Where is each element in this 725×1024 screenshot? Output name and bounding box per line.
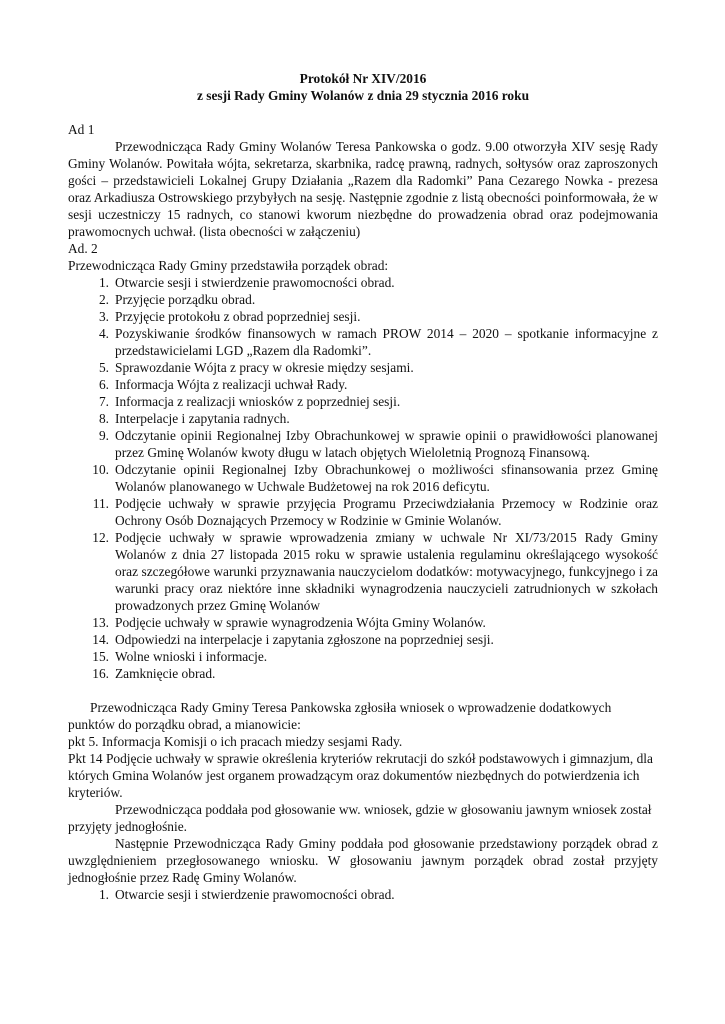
item-text: Odpowiedzi na interpelacje i zapytania zgłoszone na poprzedniej sesji. [115,632,494,647]
item-number: 1. [98,275,109,290]
agenda-item [68,325,658,359]
agenda-item [68,614,658,631]
agenda-item [68,495,658,529]
item-text: Odczytanie opinii Regionalnej Izby Obrachunkowej w sprawie opinii o prawidłowości planowanej przez Gminę Wolanów kwoty długu w latach objętych Wieloletnią Prognozą Finansową. [115,428,658,460]
item-text: Odczytanie opinii Regionalnej Izby Obrachunkowej o możliwości sfinansowania przez Gminę Wolanów planowanego w Uchwale Budżetowej na rok 2016 deficytu. [115,462,658,494]
item-number: 9. [98,428,109,443]
ad1-paragraph: Przewodnicząca Rady Gminy Wolanów Teresa Pankowska o godz. 9.00 otworzyła XIV sesję Rady Gminy Wolanów. Powitała wójta, sekretarza, skarbnika, radcę prawną, radnych, sołtysów oraz zaproszonych gości – przedstawicieli Lokalnej Grupy Działania „Razem dla Radomki” Pana Cezarego Nowka - prezesa oraz Arkadiusza Ostrowskiego przybyłych na sesję. Następnie zgodnie z listą obecności poinformowała, że w sesji uczestniczy 15 radnych, co stanowi kworum niezbędne do prowadzenia obrad oraz podejmowania prawomocnych uchwał. (lista obecności w załączeniu) [68,139,658,239]
ad2-intro: Przewodnicząca Rady Gminy przedstawiła porządek obrad: [68,258,389,273]
document-page [68,70,658,903]
agenda-item [68,274,658,291]
item-text: Sprawozdanie Wójta z pracy w okresie między sesjami. [115,360,414,375]
agenda-item [68,359,658,376]
item-text: Podjęcie uchwały w sprawie wprowadzenia zmiany w uchwale Nr XI/73/2015 Rady Gminy Wolanów z dnia 27 listopada 2015 roku w sprawie ustalenia regulaminu określającego wysokość oraz szczegółowe warunki przyznawania nauczycielom dodatków: motywacyjnego, funkcyjnego i za warunki pracy oraz niektóre inne składniki wynagrodzenia nauczycieli zatrudnionych w szkołach prowadzonych przez Gminę Wolanów [115,530,658,613]
item-text: Wolne wnioski i informacje. [115,649,268,664]
item-number: 10. [92,462,109,477]
item-number: 6. [98,377,109,392]
item-number: 1. [98,887,109,902]
agenda-item [68,410,658,427]
agenda-vote-paragraph: Następnie Przewodnicząca Rady Gminy poddała pod głosowanie przedstawiony porządek obrad z uwzględnieniem przegłosowanego wniosku. W głosowaniu jawnym porządek obrad został przyjęty jednogłośnie przez Radę Gminy Wolanów. [68,836,658,885]
item-number: 13. [92,615,109,630]
item-text: Otwarcie sesji i stwierdzenie prawomocności obrad. [115,887,395,902]
agenda-item [68,648,658,665]
agenda-item [68,631,658,648]
item-number: 16. [92,666,109,681]
item-number: 8. [98,411,109,426]
spacer [68,682,658,699]
item-text: Podjęcie uchwały w sprawie przyjęcia Programu Przeciwdziałania Przemocy w Rodzinie oraz Ochrony Osób Doznających Przemocy w Rodzinie w Gminie Wolanów. [115,496,658,528]
agenda-item [68,393,658,410]
item-text: Informacja Wójta z realizacji uchwał Rady. [115,377,348,392]
item-text: Podjęcie uchwały w sprawie wynagrodzenia Wójta Gminy Wolanów. [115,615,486,630]
agenda-item [68,461,658,495]
agenda-list [68,274,658,682]
agenda-item [68,291,658,308]
vote-paragraph: Przewodnicząca poddała pod głosowanie ww. wniosek, gdzie w głosowaniu jawnym wniosek został przyjęty jednogłośnie. [68,802,652,834]
item-text: Informacja z realizacji wniosków z poprzedniej sesji. [115,394,401,409]
item-text: Zamknięcie obrad. [115,666,216,681]
motion-point-14: Pkt 14 Podjęcie uchwały w sprawie określenia kryteriów rekrutacji do szkół podstawowych i gimnazjum, dla których Gmina Wolanów jest organem prowadzącym oraz dokumentów niezbędnych do potwierdzenia ich kryteriów. [68,751,653,800]
motion-paragraph: Przewodnicząca Rady Gminy Teresa Pankowska zgłosiła wniosek o wprowadzenie dodatkowych punktów do porządku obrad, a mianowicie: [68,700,612,732]
ad1-label: Ad 1 [68,122,95,137]
item-number: 2. [98,292,109,307]
agenda-item [68,665,658,682]
agenda-item [68,529,658,614]
item-number: 15. [92,649,109,664]
item-text: Przyjęcie protokołu z obrad poprzedniej sesji. [115,309,361,324]
item-text: Przyjęcie porządku obrad. [115,292,256,307]
item-number: 5. [98,360,109,375]
item-text: Otwarcie sesji i stwierdzenie prawomocności obrad. [115,275,395,290]
title-line-1: Protokół Nr XIV/2016 [299,71,427,86]
spacer [68,104,658,121]
ad2-label: Ad. 2 [68,241,98,256]
agenda-item [68,427,658,461]
agenda-item [68,886,658,903]
item-number: 4. [98,326,109,341]
agenda-item [68,308,658,325]
agenda-item [68,376,658,393]
item-text: Pozyskiwanie środków finansowych w ramach PROW 2014 – 2020 – spotkanie informacyjne z przedstawicielami LGD „Razem dla Radomki”. [115,326,658,358]
item-number: 14. [92,632,109,647]
item-text: Interpelacje i zapytania radnych. [115,411,290,426]
item-number: 12. [92,530,109,545]
item-number: 3. [98,309,109,324]
item-number: 11. [92,496,109,511]
final-agenda-list [68,886,658,903]
motion-point-5: pkt 5. Informacja Komisji o ich pracach miedzy sesjami Rady. [68,734,403,749]
title-line-2: z sesji Rady Gminy Wolanów z dnia 29 stycznia 2016 roku [196,88,530,103]
item-number: 7. [98,394,109,409]
